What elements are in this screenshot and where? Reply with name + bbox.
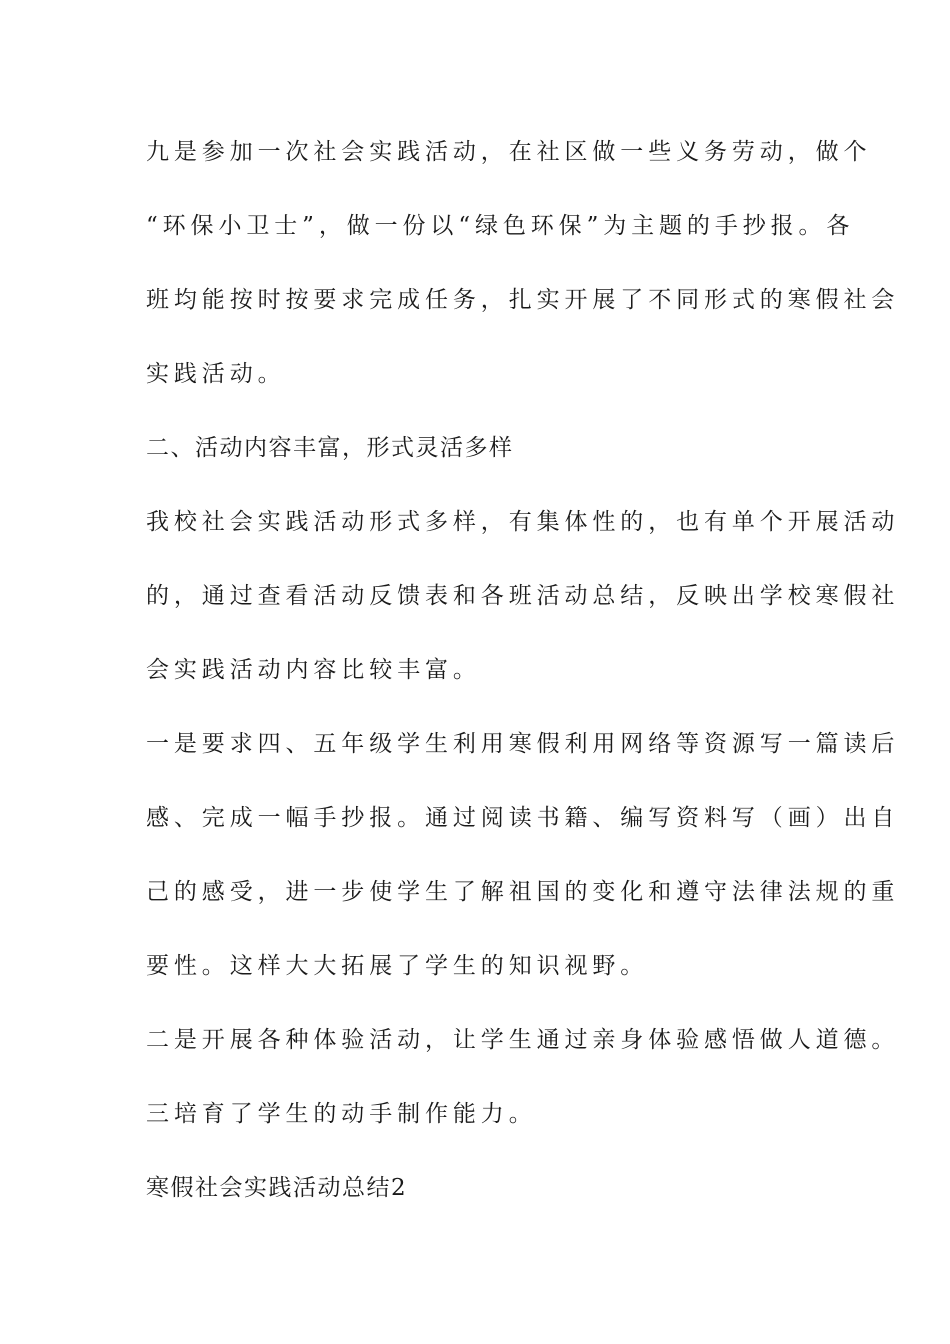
paragraph-line: 班均能按时按要求完成任务，扎实开展了不同形式的寒假社会 [146,287,900,313]
section-heading: 二、活动内容丰富，形式灵活多样 [146,435,514,461]
paragraph-line: 己的感受，进一步使学生了解祖国的变化和遵守法律法规的重 [146,879,900,905]
paragraph-line: 会实践活动内容比较丰富。 [146,657,481,683]
paragraph-line: 九是参加一次社会实践活动，在社区做一些义务劳动，做个 [146,139,872,165]
paragraph-line: 的，通过查看活动反馈表和各班活动总结，反映出学校寒假社 [146,583,900,609]
paragraph-line: 二是开展各种体验活动，让学生通过亲身体验感悟做人道德。 [146,1027,900,1053]
paragraph-line: 一是要求四、五年级学生利用寒假利用网络等资源写一篇读后 [146,731,900,757]
paragraph-line: 实践活动。 [146,361,286,387]
paragraph-line: 要性。这样大大拓展了学生的知识视野。 [146,953,649,979]
paragraph-line: 我校社会实践活动形式多样，有集体性的，也有单个开展活动 [146,509,900,535]
paragraph-line: “环保小卫士”，做一份以“绿色环保”为主题的手抄报。各 [146,213,855,239]
section-title: 寒假社会实践活动总结2 [146,1175,408,1201]
paragraph-line: 三培育了学生的动手制作能力。 [146,1101,537,1127]
paragraph-line: 感、完成一幅手抄报。通过阅读书籍、编写资料写（画）出自 [146,805,900,831]
